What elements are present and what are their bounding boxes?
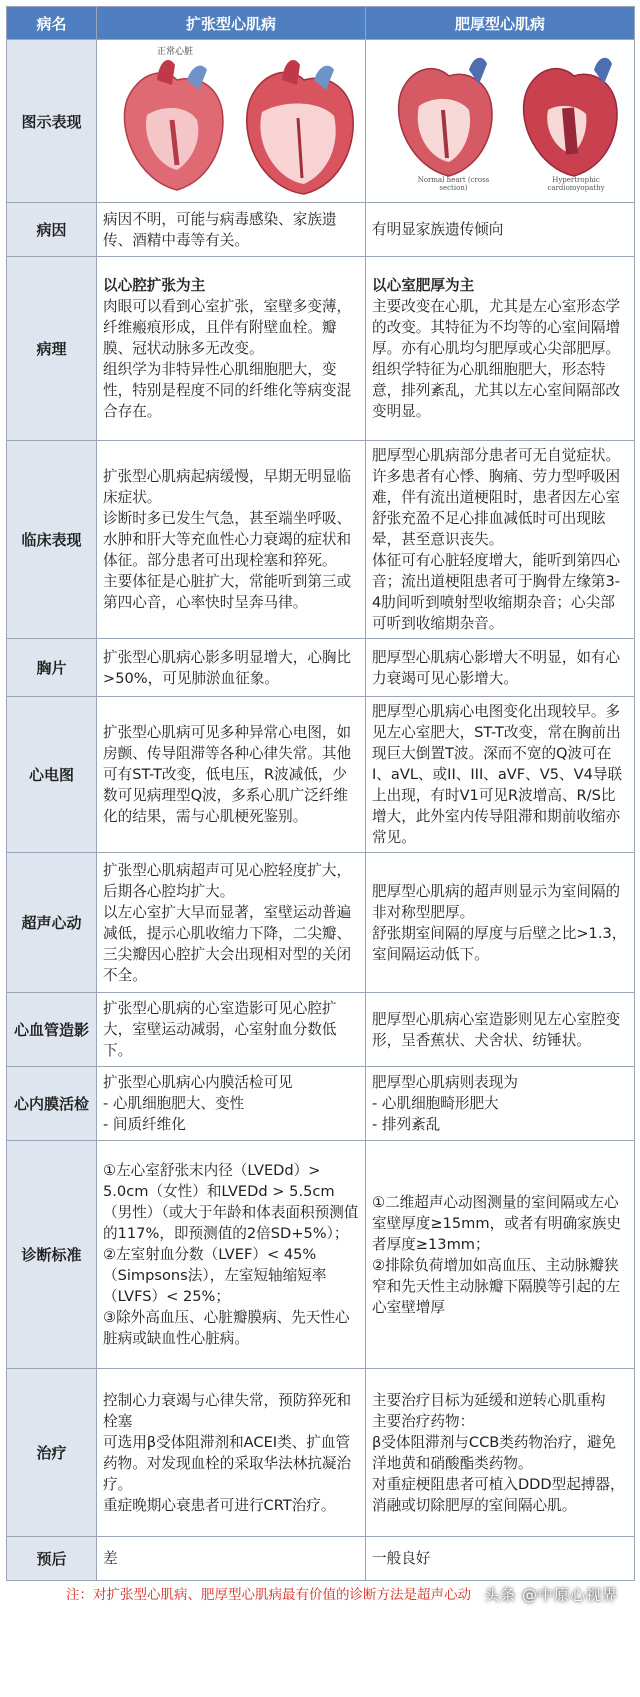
table-row xyxy=(7,203,635,257)
hcm-treatment: 主要治疗目标为延缓和逆转心肌重构 主要治疗药物： β受体阻滞剂与CCB类药物治疗，避免洋地黄和硝酸酯类药物。 对重症梗阻患者可植入DDD型起搏器，消融或切除肥厚的室间隔心肌。 xyxy=(366,1369,635,1537)
row-label-clinical: 临床表现 xyxy=(7,441,97,639)
row-label-ecg: 心电图 xyxy=(7,697,97,853)
dcm-heart-image xyxy=(97,40,366,203)
hcm-diagnosis: ①二维超声心动图测量的室间隔或左心室壁厚度≥15mm，或者有明确家族史者厚度≥13mm； ②排除负荷增加如高血压、主动脉瓣狭窄和先天性主动脉瓣下隔膜等引起的左心室壁增厚 xyxy=(366,1141,635,1369)
hcm-etiology: 有明显家族遗传倾向 xyxy=(366,203,635,257)
header-disease-name: 病名 xyxy=(7,7,97,40)
table-row-images xyxy=(7,40,635,203)
dcm-pathology: 以心腔扩张为主 肉眼可以看到心室扩张，室壁多变薄，纤维瘢痕形成，且伴有附壁血栓。瓣膜、冠状动脉多无改变。 组织学为非特异性心肌细胞肥大，变性，特别是程度不同的纤维化等病变混合存在。 xyxy=(97,257,366,441)
row-label-treatment: 治疗 xyxy=(7,1369,97,1537)
hcm-angiography: 肥厚型心肌病心室造影则见左心室腔变形，呈香蕉状、犬舍状、纺锤状。 xyxy=(366,993,635,1067)
dcm-diagnosis: ①左心室舒张末内径（LVEDd）> 5.0cm（女性）和LVEDd > 5.5cm（男性）（或大于年龄和体表面积预测值的117%，即预测值的2倍SD+5%）； ②左室射血分数（LVEF）< 45%（Simpsons法），左室短轴缩短率（LVFS）< 25%； ③除外高血压、心脏瓣膜病、先天性心脏病或缺血性心脏病。 xyxy=(97,1141,366,1369)
dcm-biopsy: 扩张型心肌病心内膜活检可见 - 心肌细胞肥大、变性 - 间质纤维化 xyxy=(97,1067,366,1141)
comparison-table xyxy=(6,6,635,1581)
watermark: 头条 @中原心视界 xyxy=(484,1586,618,1604)
dcm-treatment: 控制心力衰竭与心律失常，预防猝死和栓塞 可选用β受体阻滞剂和ACEI类、扩血管药物。对发现血栓的采取华法林抗凝治疗。 重症晚期心衰患者可进行CRT治疗。 xyxy=(97,1369,366,1537)
dcm-clinical: 扩张型心肌病起病缓慢，早期无明显临床症状。 诊断时多已发生气急，甚至端坐呼吸、水肿和肝大等充血性心力衰竭的症状和体征。部分患者可出现栓塞和猝死。 主要体征是心脏扩大，常能听到第三或第四心音，心率快时呈奔马律。 xyxy=(97,441,366,639)
table-row xyxy=(7,441,635,639)
table-row xyxy=(7,993,635,1067)
hcm-chest-xray: 肥厚型心肌病心影增大不明显，如有心力衰竭可见心影增大。 xyxy=(366,639,635,697)
table-row xyxy=(7,257,635,441)
table-row xyxy=(7,697,635,853)
footnote-text: 注：对扩张型心肌病、肥厚型心肌病最有价值的诊断方法是超声心动 xyxy=(66,1587,471,1603)
row-label-angiography: 心血管造影 xyxy=(7,993,97,1067)
dcm-echo: 扩张型心肌病超声可见心腔轻度扩大，后期各心腔均扩大。 以左心室扩大早而显著，室壁运动普遍减低，提示心肌收缩力下降，二尖瓣、三尖瓣因心腔扩大会出现相对型的关闭不全。 xyxy=(97,853,366,993)
hcm-prognosis: 一般良好 xyxy=(366,1537,635,1581)
row-label-etiology: 病因 xyxy=(7,203,97,257)
hcm-pathology: 以心室肥厚为主 主要改变在心肌，尤其是左心室形态学的改变。其特征为不均等的心室间隔增厚。亦有心肌均匀肥厚或心尖部肥厚。 组织学特征为心肌细胞肥大，形态特意，排列紊乱，尤其以左心室间隔部改变明显。 xyxy=(366,257,635,441)
row-label-chest-xray: 胸片 xyxy=(7,639,97,697)
dcm-prognosis: 差 xyxy=(97,1537,366,1581)
table-row xyxy=(7,1537,635,1581)
dcm-etiology: 病因不明，可能与病毒感染、家族遗传、酒精中毒等有关。 xyxy=(97,203,366,257)
table-row xyxy=(7,853,635,993)
dcm-chest-xray: 扩张型心肌病心影多明显增大，心胸比>50%，可见肺淤血征象。 xyxy=(97,639,366,697)
dcm-image-title: 正常心脏 xyxy=(157,47,194,57)
row-label-echo: 超声心动 xyxy=(7,853,97,993)
table-header-row xyxy=(7,7,635,40)
row-label-diagnosis: 诊断标准 xyxy=(7,1141,97,1369)
header-dcm: 扩张型心肌病 xyxy=(97,7,366,40)
row-label-pathology: 病理 xyxy=(7,257,97,441)
dcm-angiography: 扩张型心肌病的心室造影可见心腔扩大，室壁运动减弱，心室射血分数低下。 xyxy=(97,993,366,1067)
hcm-biopsy: 肥厚型心肌病则表现为 - 心肌细胞畸形肥大 - 排列紊乱 xyxy=(366,1067,635,1141)
comparison-document xyxy=(6,6,634,1609)
hcm-heart-illustration xyxy=(366,40,635,198)
table-row xyxy=(7,1067,635,1141)
row-label-prognosis: 预后 xyxy=(7,1537,97,1581)
dcm-heart-illustration xyxy=(97,40,366,198)
hcm-ecg: 肥厚型心肌病心电图变化出现较早。多见左心室肥大，ST-T改变，常在胸前出现巨大倒置T波。深而不宽的Q波可在I、aVL、或II、III、aVF、V5、V4导联上出现，有时V1可见R波增高、R/S比增大，此外室内传导阻滞和期前收缩亦常见。 xyxy=(366,697,635,853)
dcm-ecg: 扩张型心肌病可见多种异常心电图，如房颤、传导阻滞等各种心律失常。其他可有ST-T改变，低电压，R波减低，少数可见病理型Q波，多系心肌广泛纤维化的结果，需与心肌梗死鉴别。 xyxy=(97,697,366,853)
footnote xyxy=(6,1581,634,1609)
row-label-images: 图示表现 xyxy=(7,40,97,203)
hcm-echo: 肥厚型心肌病的超声则显示为室间隔的非对称型肥厚。 舒张期室间隔的厚度与后壁之比>1.3，室间隔运动低下。 xyxy=(366,853,635,993)
hcm-clinical: 肥厚型心肌病部分患者可无自觉症状。许多患者有心悸、胸痛、劳力型呼吸困难，伴有流出道梗阻时，患者因左心室舒张充盈不足心排血减低时可出现眩晕，甚至意识丧失。 体征可有心脏轻度增大，能听到第四心音；流出道梗阻患者可于胸骨左缘第3-4肋间听到喷射型收缩期杂音；心尖部可听到收缩期杂音。 xyxy=(366,441,635,639)
table-row xyxy=(7,1141,635,1369)
table-row xyxy=(7,639,635,697)
row-label-biopsy: 心内膜活检 xyxy=(7,1067,97,1141)
header-hcm: 肥厚型心肌病 xyxy=(366,7,635,40)
hcm-caption-normal: Normal heart (cross section) xyxy=(417,176,490,192)
hcm-caption-hcm: Hypertrophic cardiomyopathy xyxy=(547,176,605,192)
hcm-heart-image xyxy=(366,40,635,203)
table-row xyxy=(7,1369,635,1537)
